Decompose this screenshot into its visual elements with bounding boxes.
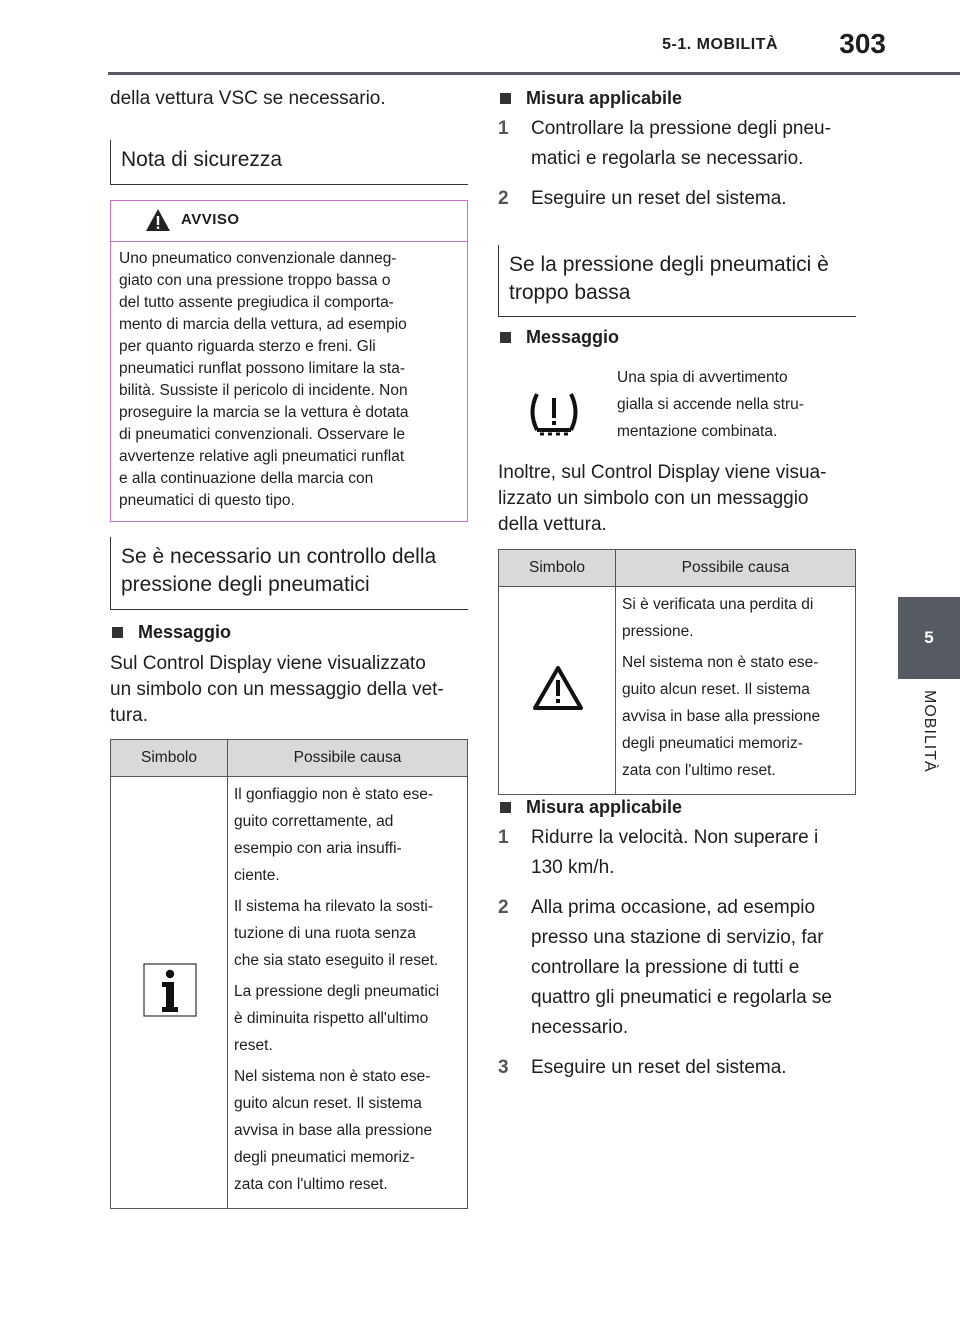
bullet-square-icon xyxy=(500,93,511,104)
col-symbol: Simbolo xyxy=(499,550,616,587)
step-line: controllare la pressione di tutti e xyxy=(531,957,800,978)
step-number: 1 xyxy=(498,118,509,139)
step-line: matici e regolarla se necessario. xyxy=(531,148,804,169)
warning-line: pneumatici di questo tipo. xyxy=(119,492,295,509)
warning-line: Uno pneumatico convenzionale danneg- xyxy=(119,250,397,267)
warning-line: pneumatici runflat possono limitare la sta- xyxy=(119,360,406,377)
col-cause: Possibile causa xyxy=(228,740,468,777)
message-line: della vettura. xyxy=(498,514,607,535)
warning-triangle-icon xyxy=(532,665,584,711)
col-symbol: Simbolo xyxy=(111,740,228,777)
cause-line: avvisa in base alla pressione xyxy=(234,1122,433,1139)
cause-paragraph xyxy=(234,978,463,1059)
step-number: 2 xyxy=(498,188,509,209)
safety-heading xyxy=(110,140,468,185)
cause-line: ciente. xyxy=(234,867,280,884)
cause-line: guito alcun reset. Il sistema xyxy=(622,681,810,698)
heading-line: pressione degli pneumatici xyxy=(121,573,370,596)
cause-line: La pressione degli pneumatici xyxy=(234,983,440,1000)
warning-label: AVVISO xyxy=(181,211,240,228)
bullet-square-icon xyxy=(500,802,511,813)
table-row xyxy=(111,777,468,1209)
step-line: Alla prima occasione, ad esempio xyxy=(531,897,816,918)
message-subheading-2-text: Messaggio xyxy=(526,327,620,347)
cause-line: esempio con aria insuffi- xyxy=(234,840,402,857)
message-line: un simbolo con un messaggio della vet- xyxy=(110,679,444,700)
warning-header xyxy=(111,201,467,242)
table-row xyxy=(499,587,856,795)
step-number: 2 xyxy=(498,897,509,918)
pressure-check-heading xyxy=(110,537,468,610)
message-line: Sul Control Display viene visualizzato xyxy=(110,653,426,674)
cause-line: Il gonfiaggio non è stato ese- xyxy=(234,786,434,803)
cause-table-left xyxy=(110,739,468,1209)
cause-paragraph xyxy=(622,649,851,784)
indicator-line: mentazione combinata. xyxy=(617,423,778,440)
step-number: 1 xyxy=(498,827,509,848)
step-text xyxy=(531,823,856,883)
info-icon xyxy=(143,963,197,1017)
step-line: presso una stazione di servizio, far xyxy=(531,927,824,948)
warning-line: per quanto riguarda sterzo e freni. Gli xyxy=(119,338,376,355)
low-pressure-heading xyxy=(498,245,856,317)
warning-text xyxy=(111,242,467,520)
cause-cell xyxy=(616,587,856,795)
chapter-number: 5 xyxy=(924,628,934,647)
step-line: Controllare la pressione degli pneu- xyxy=(531,118,831,139)
section-title: 5-1. MOBILITÀ xyxy=(662,36,778,53)
chapter-tab xyxy=(898,597,960,679)
bullet-square-icon xyxy=(500,332,511,343)
chapter-title: MOBILITÀ xyxy=(921,690,938,773)
warning-line: bilità. Sussiste il pericolo di incidente. Non xyxy=(119,382,408,399)
cause-line: guito correttamente, ad xyxy=(234,813,394,830)
step-text xyxy=(531,1053,856,1083)
cause-line: è diminuita rispetto all'ultimo xyxy=(234,1010,429,1027)
step-text xyxy=(531,114,856,174)
cause-line: tuzione di una ruota senza xyxy=(234,925,416,942)
cause-line: Nel sistema non è stato ese- xyxy=(234,1068,431,1085)
step-line: Ridurre la velocità. Non superare i xyxy=(531,827,819,848)
step-item xyxy=(498,893,856,1043)
message-text-2 xyxy=(498,460,856,538)
cause-line: degli pneumatici memoriz- xyxy=(622,735,803,752)
step-number: 3 xyxy=(498,1057,509,1078)
tire-pressure-warning-icon xyxy=(525,390,583,440)
measure-subheading-1 xyxy=(498,88,856,109)
cause-cell xyxy=(228,777,468,1209)
safety-heading-text: Nota di sicurezza xyxy=(121,148,283,171)
message-subheading xyxy=(110,622,468,643)
measure-subheading-2 xyxy=(498,797,856,818)
cause-table-right xyxy=(498,549,856,795)
table-header-row xyxy=(111,740,468,777)
step-item xyxy=(498,184,856,214)
measure-steps-1 xyxy=(498,114,856,224)
cause-line: guito alcun reset. Il sistema xyxy=(234,1095,422,1112)
step-line: necessario. xyxy=(531,1017,629,1038)
heading-line: Se è necessario un controllo della xyxy=(121,545,437,568)
chapter-title-vertical xyxy=(898,690,960,830)
warning-line: mento di marcia della vettura, ad esempio xyxy=(119,316,407,333)
intro-text: della vettura VSC se necessario. xyxy=(110,88,386,109)
step-line: Eseguire un reset del sistema. xyxy=(531,1057,787,1078)
step-item xyxy=(498,823,856,883)
step-line: quattro gli pneumatici e regolarla se xyxy=(531,987,833,1008)
cause-paragraph xyxy=(234,781,463,889)
measure-steps-2 xyxy=(498,823,856,1093)
message-subheading-2 xyxy=(498,327,856,348)
step-item xyxy=(498,114,856,174)
warning-line: avvertenze relative agli pneumatici runflat xyxy=(119,448,405,465)
step-line: Eseguire un reset del sistema. xyxy=(531,188,787,209)
cause-line: Si è verificata una perdita di xyxy=(622,596,814,613)
message-line: Inoltre, sul Control Display viene visua- xyxy=(498,462,827,483)
message-text xyxy=(110,651,468,729)
cause-paragraph xyxy=(622,591,851,645)
warning-line: proseguire la marcia se la vettura è dotata xyxy=(119,404,409,421)
message-subheading-text: Messaggio xyxy=(138,622,232,642)
step-line: 130 km/h. xyxy=(531,857,615,878)
indicator-line: Una spia di avvertimento xyxy=(617,369,788,386)
indicator-text xyxy=(617,364,857,445)
warning-line: del tutto assente pregiudica il comporta- xyxy=(119,294,394,311)
heading-line: Se la pressione degli pneumatici è xyxy=(509,253,829,276)
heading-line: troppo bassa xyxy=(509,281,631,304)
cause-line: zata con l'ultimo reset. xyxy=(622,762,776,779)
cause-line: Nel sistema non è stato ese- xyxy=(622,654,819,671)
step-text xyxy=(531,893,856,1043)
cause-paragraph xyxy=(234,1063,463,1198)
indicator-line: gialla si accende nella stru- xyxy=(617,396,804,413)
col-cause: Possibile causa xyxy=(616,550,856,587)
warning-line: e alla continuazione della marcia con xyxy=(119,470,374,487)
cause-line: pressione. xyxy=(622,623,694,640)
table-header-row xyxy=(499,550,856,587)
warning-triangle-icon xyxy=(145,207,171,233)
cause-line: reset. xyxy=(234,1037,273,1054)
cause-line: degli pneumatici memoriz- xyxy=(234,1149,415,1166)
warning-line: di pneumatici convenzionali. Osservare le xyxy=(119,426,406,443)
warning-line: giato con una pressione troppo bassa o xyxy=(119,272,391,289)
header-rule xyxy=(108,72,960,75)
cause-line: che sia stato eseguito il reset. xyxy=(234,952,439,969)
measure-subheading-1-text: Misura applicabile xyxy=(526,88,683,108)
step-item xyxy=(498,1053,856,1083)
symbol-cell xyxy=(499,587,616,795)
page-number: 303 xyxy=(839,28,886,59)
message-line: lizzato un simbolo con un messaggio xyxy=(498,488,809,509)
symbol-cell xyxy=(111,777,228,1209)
cause-line: avvisa in base alla pressione xyxy=(622,708,821,725)
cause-paragraph xyxy=(234,893,463,974)
bullet-square-icon xyxy=(112,627,123,638)
step-text xyxy=(531,184,856,214)
cause-line: zata con l'ultimo reset. xyxy=(234,1176,388,1193)
warning-box xyxy=(110,200,468,522)
cause-line: Il sistema ha rilevato la sosti- xyxy=(234,898,433,915)
measure-subheading-2-text: Misura applicabile xyxy=(526,797,683,817)
message-line: tura. xyxy=(110,705,149,726)
